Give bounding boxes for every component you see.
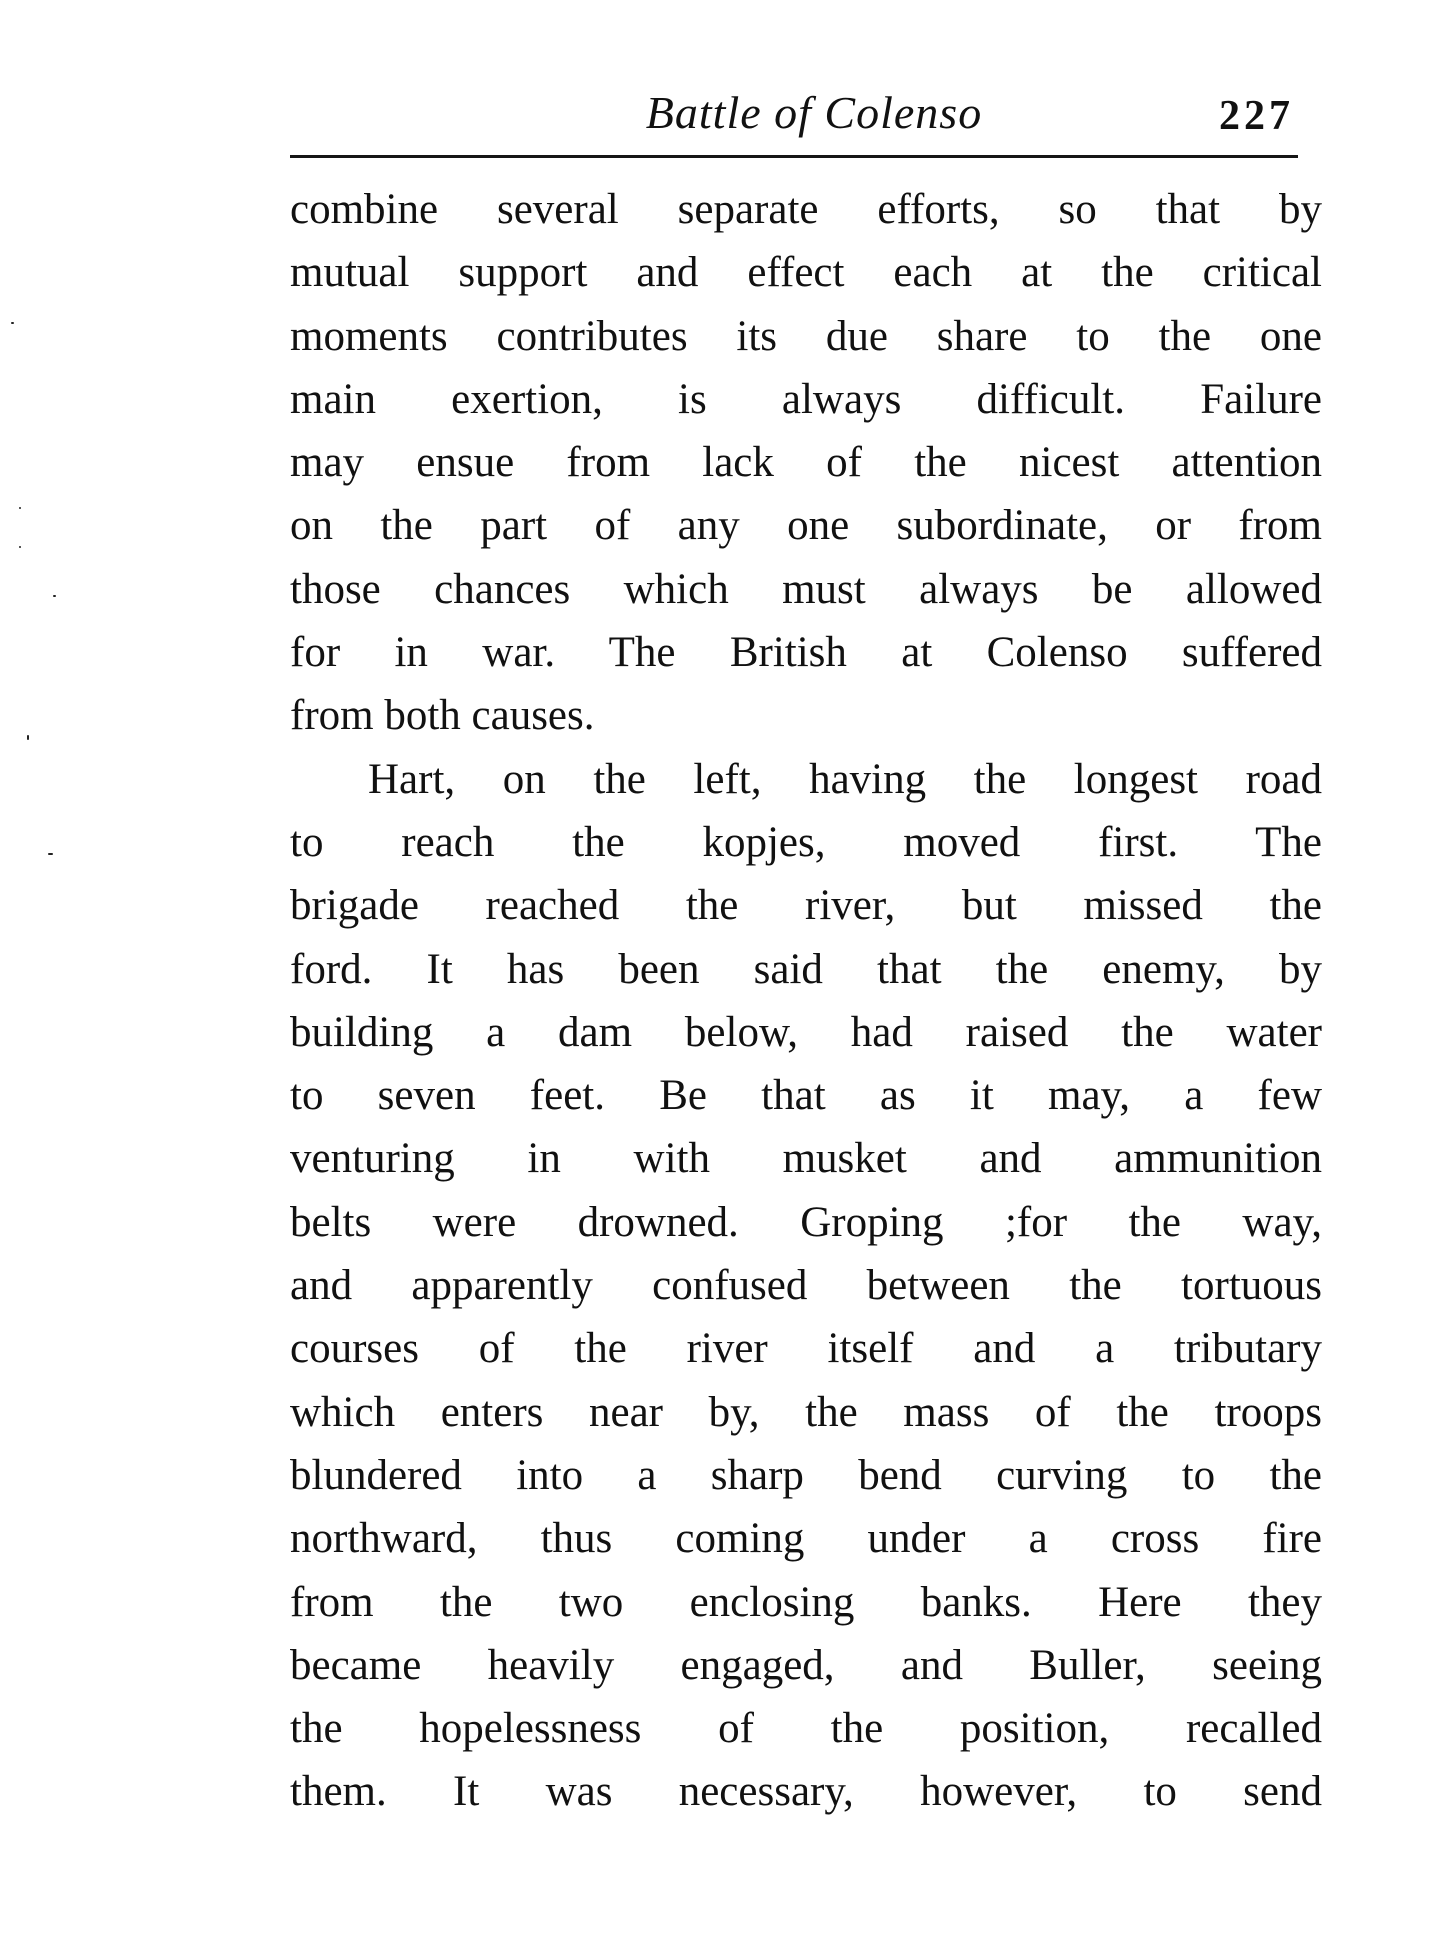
scan-speck: [19, 546, 21, 548]
text-line: on the part of any one subordinate, or from: [290, 502, 1322, 550]
text-line: from both causes.: [290, 692, 595, 740]
text-line: them. It was necessary, however, to send: [290, 1768, 1322, 1816]
text-line: combine several separate efforts, so that by: [290, 186, 1322, 233]
scan-speck: [19, 507, 21, 509]
text-line: main exertion, is always difficult. Failure: [290, 375, 1322, 423]
text-line: mutual support and effect each at the critical: [290, 249, 1322, 297]
text-line: which enters near by, the mass of the troops: [290, 1388, 1322, 1436]
text-line: northward, thus coming under a cross fire: [290, 1515, 1322, 1563]
scan-speck: [48, 853, 53, 855]
text-line: for in war. The British at Colenso suffered: [290, 629, 1322, 677]
text-line: Hart, on the left, having the longest road: [368, 755, 1322, 803]
running-head: [290, 78, 1298, 148]
running-title: Battle of Colenso: [645, 87, 983, 138]
text-line: may ensue from lack of the nicest attention: [290, 439, 1322, 487]
text-line: building a dam below, had raised the water: [290, 1008, 1322, 1056]
text-line: ford. It has been said that the enemy, by: [290, 945, 1322, 993]
body-text: [290, 178, 1322, 1824]
text-line: brigade reached the river, but missed the: [290, 882, 1322, 930]
page-number: 227: [1219, 93, 1294, 139]
scan-speck: [11, 322, 14, 324]
text-line: to seven feet. Be that as it may, a few: [290, 1072, 1322, 1120]
text-line: courses of the river itself and a tributary: [290, 1325, 1322, 1373]
text-line: those chances which must always be allowed: [290, 565, 1322, 613]
scan-speck: [27, 735, 29, 740]
paragraph: [290, 178, 1322, 748]
text-line: became heavily engaged, and Buller, seeing: [290, 1641, 1322, 1689]
text-line: moments contributes its due share to the one: [290, 312, 1322, 360]
text-line: to reach the kopjes, moved first. The: [290, 818, 1322, 866]
paragraph: [290, 748, 1322, 1824]
text-line: blundered into a sharp bend curving to the: [290, 1451, 1322, 1499]
header-rule: [290, 155, 1298, 158]
text-line: the hopelessness of the position, recalled: [290, 1705, 1322, 1753]
text-line: and apparently confused between the tortuous: [290, 1262, 1322, 1310]
text-line: venturing in with musket and ammunition: [290, 1135, 1322, 1183]
scan-speck: [53, 595, 56, 597]
text-line: belts were drowned. Groping ;for the way,: [290, 1198, 1322, 1246]
text-line: from the two enclosing banks. Here they: [290, 1578, 1322, 1626]
